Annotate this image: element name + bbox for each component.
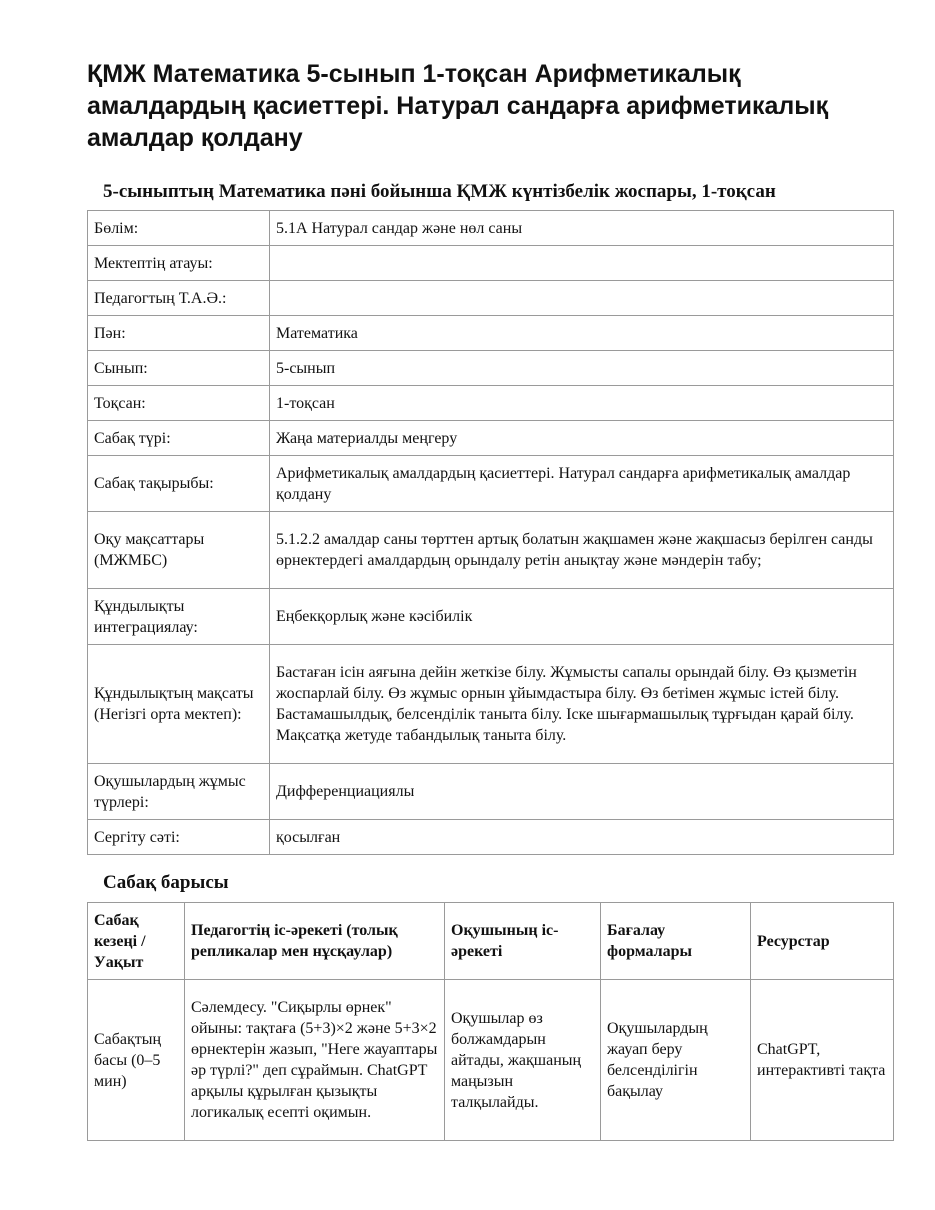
info-label: Сынып: bbox=[88, 351, 270, 386]
info-value: Дифференциациялы bbox=[270, 764, 894, 820]
info-row-value-goal bbox=[88, 645, 894, 764]
info-row-lesson-type bbox=[88, 421, 894, 456]
plan-heading: 5-сыныптың Математика пәні бойынша ҚМЖ күнтізбелік жоспары, 1-тоқсан bbox=[103, 181, 776, 202]
info-row-work-types bbox=[88, 764, 894, 820]
info-label: Оқушылардың жұмыс түрлері: bbox=[88, 764, 270, 820]
column-header-assessment: Бағалау формалары bbox=[601, 903, 751, 980]
info-row-section bbox=[88, 211, 894, 246]
info-value: қосылған bbox=[270, 820, 894, 855]
info-value: Математика bbox=[270, 316, 894, 351]
info-row-quarter bbox=[88, 386, 894, 421]
info-row-grade bbox=[88, 351, 894, 386]
info-label: Оқу мақсаттары (МЖМБС) bbox=[88, 512, 270, 589]
info-value: Бастаған ісін аяғына дейін жеткізе білу. Жұмысты сапалы орындай білу. Өз қызметін жоспарлай білу. Өз жұмыс орнын ұйымдастыра білу. Өз бетімен жұмыс істей білу. Бастамашылдық, белсенділік таныта білу. Іске шығармашылық тұрғыдан қарай білу. Мақсатқа жетуде табандылық таныта білу. bbox=[270, 645, 894, 764]
info-row-value-integration bbox=[88, 589, 894, 645]
info-label: Құндылықты интеграциялау: bbox=[88, 589, 270, 645]
info-label: Мектептің атауы: bbox=[88, 246, 270, 281]
info-value: 5.1.2.2 амалдар саны төрттен артық болатын жақшамен және жақшасыз берілген санды өрнектердегі амалдардың орындалу ретін анықтау және мәндерін табу; bbox=[270, 512, 894, 589]
cell-resources: ChatGPT, интерактивті тақта bbox=[751, 980, 894, 1141]
column-header-resources: Ресурстар bbox=[751, 903, 894, 980]
info-value: 1-тоқсан bbox=[270, 386, 894, 421]
info-row-learning-objectives bbox=[88, 512, 894, 589]
info-value: Жаңа материалды меңгеру bbox=[270, 421, 894, 456]
document-page bbox=[87, 58, 893, 1141]
info-label: Тоқсан: bbox=[88, 386, 270, 421]
column-header-teacher-action: Педагогтің іс-әрекеті (толық репликалар мен нұсқаулар) bbox=[185, 903, 445, 980]
table-row bbox=[88, 980, 894, 1141]
info-label: Педагогтың Т.А.Ә.: bbox=[88, 281, 270, 316]
info-value: Арифметикалық амалдардың қасиеттері. Натурал сандарға арифметикалық амалдар қолдану bbox=[270, 456, 894, 512]
info-label: Пән: bbox=[88, 316, 270, 351]
document-title: ҚМЖ Математика 5-сынып 1-тоқсан Арифметикалық амалдардың қасиеттері. Натурал сандарға арифметикалық амалдар қолдану bbox=[87, 60, 829, 152]
cell-student-action: Оқушылар өз болжамдарын айтады, жақшаның маңызын талқылайды. bbox=[445, 980, 601, 1141]
table-header-row bbox=[88, 903, 894, 980]
info-label: Құндылықтың мақсаты (Негізгі орта мектеп): bbox=[88, 645, 270, 764]
info-value: Еңбекқорлық және кәсібилік bbox=[270, 589, 894, 645]
cell-assessment: Оқушылардың жауап беру белсенділігін бақылау bbox=[601, 980, 751, 1141]
lesson-progress-table bbox=[87, 902, 894, 1141]
info-label: Сабақ түрі: bbox=[88, 421, 270, 456]
column-header-stage: Сабақ кезеңі / Уақыт bbox=[88, 903, 185, 980]
info-label: Бөлім: bbox=[88, 211, 270, 246]
info-value bbox=[270, 281, 894, 316]
info-value: 5-сынып bbox=[270, 351, 894, 386]
lesson-info-table bbox=[87, 210, 894, 855]
info-row-school bbox=[88, 246, 894, 281]
info-value: 5.1А Натурал сандар және нөл саны bbox=[270, 211, 894, 246]
lesson-progress-heading: Сабақ барысы bbox=[103, 872, 229, 893]
info-row-subject bbox=[88, 316, 894, 351]
info-row-lesson-topic bbox=[88, 456, 894, 512]
info-value bbox=[270, 246, 894, 281]
info-label: Сергіту сәті: bbox=[88, 820, 270, 855]
cell-teacher-action: Сәлемдесу. "Сиқырлы өрнек" ойыны: тақтаға (5+3)×2 және 5+3×2 өрнектерін жазып, "Неге жауаптары әр түрлі?" деп сұраймын. ChatGPT арқылы құрылған қызықты логикалық есепті оқимын. bbox=[185, 980, 445, 1141]
cell-stage: Сабақтың басы (0–5 мин) bbox=[88, 980, 185, 1141]
info-row-teacher bbox=[88, 281, 894, 316]
info-row-warmup bbox=[88, 820, 894, 855]
info-label: Сабақ тақырыбы: bbox=[88, 456, 270, 512]
column-header-student-action: Оқушының іс-әрекеті bbox=[445, 903, 601, 980]
